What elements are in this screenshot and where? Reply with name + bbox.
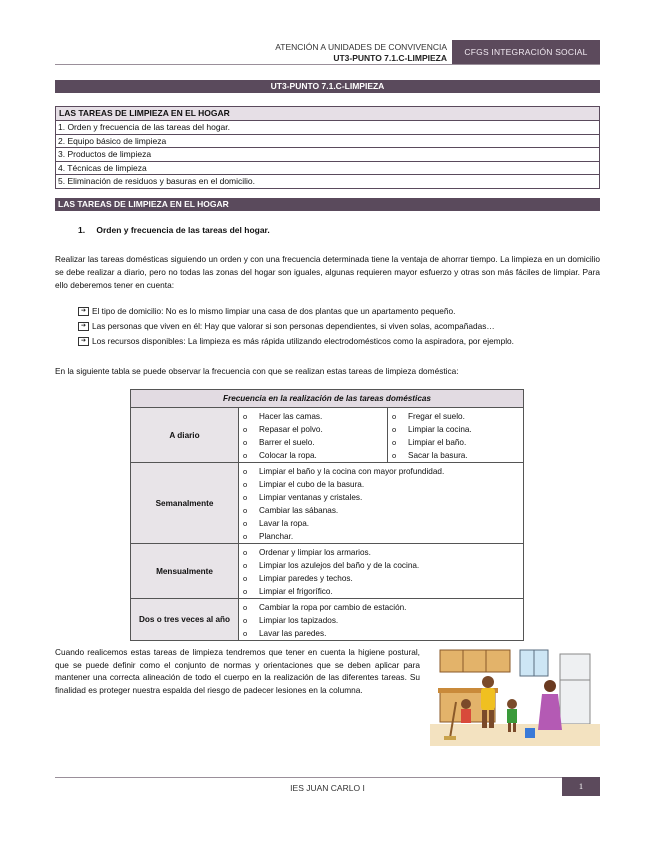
task-item: o Limpiar el frigorífico. [239,585,523,598]
bullet-item [78,305,455,317]
subsection-number: 1. [78,225,86,235]
task-item: o Limpiar el cubo de la basura. [239,478,523,491]
task-item: o Lavar las paredes. [239,627,523,640]
bullet-item [78,320,495,332]
task-item: o Fregar el suelo. [388,410,523,423]
task-item: o Limpiar el baño. [388,436,523,449]
index-item: 3. Productos de limpieza [56,148,599,162]
subsection-title [78,225,270,235]
bullet-text: Las personas que viven en él: Hay que valorar si son personas dependientes, si viven solas, acompañadas… [92,321,495,331]
header-divider [55,64,600,65]
section-title-bar: UT3-PUNTO 7.1.C-LIMPIEZA [55,80,600,93]
footer-school: IES JUAN CARLO I [290,783,365,793]
bullet-text: El tipo de domicilio: No es lo mismo limpiar una casa de dos plantas que un apartamento pequeño. [92,306,456,316]
header-title: ATENCIÓN A UNIDADES DE CONVIVENCIA [275,42,447,52]
intro-paragraph: Realizar las tareas domésticas siguiendo un orden y con una frecuencia determinada tiene la ventaja de ahorrar tiempo. La limpieza en un domicilio se debe realizar a diario, pero no todas las zonas del hogar son iguales, algunas requieren mayor esfuerzo y otras son más fáciles de limpiar. Para ello deberemos tener en cuenta: [55,254,600,290]
course-badge: CFGS INTEGRACIÓN SOCIAL [452,40,600,64]
index-item: 5. Eliminación de residuos y basuras en el domicilio. [58,176,256,186]
family-cleaning-illustration [430,642,600,746]
task-item: o Colocar la ropa. [239,449,387,462]
task-item: o Lavar la ropa. [239,517,523,530]
document-header [275,42,447,64]
footer-divider [55,777,600,778]
monthly-tasks [239,544,524,599]
closing-paragraph: Cuando realicemos estas tareas de limpieza tendremos que tener en cuenta la higiene postural, que se puede definir como el conjunto de normas y orientaciones que se deben aplicar para mantener una correcta alineación de todo el cuerpo en la realización de las diferentes tareas. Su finalidad es proteger nuestra espalda del riesgo de padecer lesiones en la columna. [55,647,420,695]
bullet-item [78,335,514,347]
task-item: o Barrer el suelo. [239,436,387,449]
index-item: 2. Equipo básico de limpieza [56,135,599,149]
task-item: o Planchar. [239,530,523,543]
subsection-text: Orden y frecuencia de las tareas del hogar. [96,225,270,235]
task-item: o Limpiar ventanas y cristales. [239,491,523,504]
task-item: o Hacer las camas. [239,410,387,423]
index-item: 1. Orden y frecuencia de las tareas del hogar. [56,121,599,135]
index-item: 4. Técnicas de limpieza [56,162,599,176]
task-item: o Repasar el polvo. [239,423,387,436]
arrow-box-icon: ➔ [78,307,89,316]
task-item: o Sacar la basura. [388,449,523,462]
daily-col2 [388,408,524,463]
weekly-tasks [239,463,524,544]
row-label-daily: A diario [131,408,239,463]
task-item: o Limpiar los azulejos del baño y de la cocina. [239,559,523,572]
task-item: o Cambiar la ropa por cambio de estación. [239,601,523,614]
yearly-tasks [239,599,524,641]
table-title: Frecuencia en la realización de las tareas domésticas [131,390,524,408]
row-label-weekly: Semanalmente [131,463,239,544]
task-item: o Limpiar los tapizados. [239,614,523,627]
table-intro: En la siguiente tabla se puede observar la frecuencia con que se realizan estas tareas de limpieza doméstica: [55,366,459,376]
task-item: o Limpiar el baño y la cocina con mayor profundidad. [239,465,523,478]
task-item: o Ordenar y limpiar los armarios. [239,546,523,559]
page-number: 1 [562,777,600,796]
index-box [55,106,600,189]
header-subtitle: UT3-PUNTO 7.1.C-LIMPIEZA [333,53,447,63]
daily-col1 [239,408,388,463]
bullet-text: Los recursos disponibles: La limpieza es más rápida utilizando electrodomésticos como la aspiradora, por ejemplo. [92,336,514,346]
row-label-monthly: Mensualmente [131,544,239,599]
arrow-box-icon: ➔ [78,322,89,331]
frequency-table [130,389,524,641]
task-item: o Limpiar paredes y techos. [239,572,523,585]
section-tasks-bar: LAS TAREAS DE LIMPIEZA EN EL HOGAR [55,198,600,211]
arrow-box-icon: ➔ [78,337,89,346]
index-heading: LAS TAREAS DE LIMPIEZA EN EL HOGAR [56,107,599,121]
row-label-yearly: Dos o tres veces al año [131,599,239,641]
task-item: o Cambiar las sábanas. [239,504,523,517]
task-item: o Limpiar la cocina. [388,423,523,436]
